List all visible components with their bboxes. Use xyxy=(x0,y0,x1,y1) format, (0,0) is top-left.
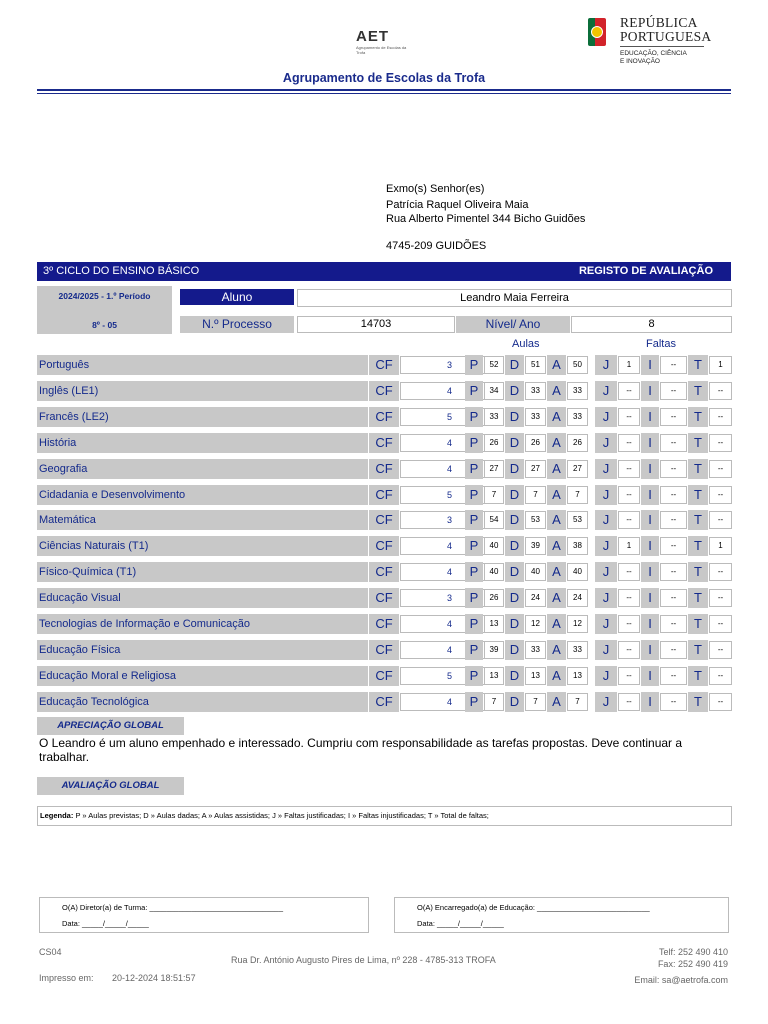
col-cf-value: 4 xyxy=(400,615,499,633)
col-p-label: P xyxy=(465,355,483,375)
col-d-value: 33 xyxy=(525,408,546,426)
col-cf-value: 4 xyxy=(400,460,499,478)
col-p-label: P xyxy=(465,614,483,634)
col-p-value: 26 xyxy=(484,589,504,607)
col-a-value: 50 xyxy=(567,356,588,374)
col-j-value: -- xyxy=(618,486,640,504)
col-a-value: 33 xyxy=(567,382,588,400)
col-t-label: T xyxy=(688,692,708,712)
col-a-value: 33 xyxy=(567,641,588,659)
absences-header: Faltas xyxy=(646,338,676,350)
col-d-label: D xyxy=(505,355,524,375)
flag-icon xyxy=(588,18,606,46)
subject-name: Educação Física xyxy=(37,640,368,660)
col-p-label: P xyxy=(465,407,483,427)
col-d-value: 27 xyxy=(525,460,546,478)
col-cf-label: CF xyxy=(369,614,399,634)
col-t-label: T xyxy=(688,614,708,634)
col-a-value: 7 xyxy=(567,693,588,711)
col-i-value: -- xyxy=(660,511,687,529)
col-t-value: -- xyxy=(709,589,732,607)
col-t-label: T xyxy=(688,588,708,608)
report-type-label: REGISTO DE AVALIAÇÃO xyxy=(578,265,713,277)
global-appreciation-text: O Leandro é um aluno empenhado e interessado. Cumpriu com responsabilidade as tarefas propostas. Deve continuar a trabalhar. xyxy=(39,736,683,764)
table-row xyxy=(37,692,732,712)
col-i-value: -- xyxy=(660,667,687,685)
col-i-label: I xyxy=(641,640,659,660)
col-t-value: -- xyxy=(709,693,732,711)
col-i-value: -- xyxy=(660,382,687,400)
col-cf-value: 5 xyxy=(400,408,499,426)
col-p-label: P xyxy=(465,562,483,582)
col-cf-label: CF xyxy=(369,407,399,427)
process-label: N.º Processo xyxy=(180,316,294,333)
col-j-value: -- xyxy=(618,408,640,426)
col-p-label: P xyxy=(465,381,483,401)
col-j-label: J xyxy=(595,614,617,634)
col-i-value: -- xyxy=(660,563,687,581)
col-a-label: A xyxy=(547,640,566,660)
col-p-label: P xyxy=(465,433,483,453)
ministry-line1: EDUCAÇÃO, CIÊNCIA xyxy=(620,50,687,57)
col-cf-value: 3 xyxy=(400,356,499,374)
footer-email: Email: sa@aetrofa.com xyxy=(634,975,728,985)
col-a-label: A xyxy=(547,459,566,479)
col-d-value: 51 xyxy=(525,356,546,374)
col-d-value: 40 xyxy=(525,563,546,581)
col-i-label: I xyxy=(641,666,659,686)
col-p-label: P xyxy=(465,510,483,530)
ministry-line2: E INOVAÇÃO xyxy=(620,58,660,65)
col-t-label: T xyxy=(688,407,708,427)
address-postal: 4745-209 GUIDÕES xyxy=(386,240,487,252)
col-p-label: P xyxy=(465,459,483,479)
col-a-value: 33 xyxy=(567,408,588,426)
col-t-label: T xyxy=(688,485,708,505)
col-cf-value: 4 xyxy=(400,563,499,581)
col-p-label: P xyxy=(465,536,483,556)
col-j-value: -- xyxy=(618,615,640,633)
col-i-value: -- xyxy=(660,537,687,555)
table-row xyxy=(37,433,732,453)
col-p-value: 7 xyxy=(484,693,504,711)
col-t-label: T xyxy=(688,562,708,582)
col-j-value: -- xyxy=(618,382,640,400)
col-t-value: -- xyxy=(709,460,732,478)
col-j-label: J xyxy=(595,588,617,608)
col-p-value: 40 xyxy=(484,563,504,581)
period-class-box xyxy=(37,286,172,334)
subject-name: Cidadania e Desenvolvimento xyxy=(37,485,368,505)
col-d-value: 53 xyxy=(525,511,546,529)
school-title: Agrupamento de Escolas da Trofa xyxy=(282,71,486,85)
col-t-value: -- xyxy=(709,563,732,581)
subject-name: Tecnologias de Informação e Comunicação xyxy=(37,614,368,634)
col-p-value: 33 xyxy=(484,408,504,426)
col-cf-label: CF xyxy=(369,588,399,608)
col-t-value: -- xyxy=(709,667,732,685)
col-a-value: 13 xyxy=(567,667,588,685)
table-row xyxy=(37,666,732,686)
col-i-label: I xyxy=(641,381,659,401)
col-i-label: I xyxy=(641,588,659,608)
col-i-label: I xyxy=(641,510,659,530)
col-p-label: P xyxy=(465,666,483,686)
legend-text: P » Aulas previstas; D » Aulas dadas; A » Aulas assistidas; J » Faltas justificadas; I » Faltas injustificadas; T » Total de faltas; xyxy=(75,811,489,820)
col-t-value: -- xyxy=(709,615,732,633)
printed-label: Impresso em: xyxy=(39,973,94,983)
col-p-value: 13 xyxy=(484,667,504,685)
col-j-value: -- xyxy=(618,511,640,529)
col-i-value: -- xyxy=(660,641,687,659)
republic-line2: PORTUGUESA xyxy=(620,29,712,44)
republic-line1: REPÚBLICA xyxy=(620,15,698,30)
school-logo xyxy=(356,28,416,56)
subject-name: Ciências Naturais (T1) xyxy=(37,536,368,556)
table-row xyxy=(37,614,732,634)
col-a-label: A xyxy=(547,666,566,686)
col-t-label: T xyxy=(688,536,708,556)
level-value: 8 xyxy=(571,316,732,333)
col-a-value: 12 xyxy=(567,615,588,633)
col-p-value: 27 xyxy=(484,460,504,478)
col-p-label: P xyxy=(465,640,483,660)
table-row xyxy=(37,588,732,608)
global-evaluation-label: AVALIAÇÃO GLOBAL xyxy=(37,777,184,795)
col-t-label: T xyxy=(688,510,708,530)
director-signature-box xyxy=(39,897,369,933)
classes-header: Aulas xyxy=(512,338,540,350)
col-t-value: -- xyxy=(709,486,732,504)
col-j-label: J xyxy=(595,562,617,582)
col-i-value: -- xyxy=(660,460,687,478)
col-a-value: 26 xyxy=(567,434,588,452)
col-a-label: A xyxy=(547,381,566,401)
col-j-value: -- xyxy=(618,667,640,685)
subject-name: Educação Tecnológica xyxy=(37,692,368,712)
subject-name: Geografia xyxy=(37,459,368,479)
address-name: Patrícia Raquel Oliveira Maia xyxy=(386,199,529,211)
col-p-value: 13 xyxy=(484,615,504,633)
col-j-label: J xyxy=(595,407,617,427)
col-j-label: J xyxy=(595,510,617,530)
guardian-signature: O(A) Encarregado(a) de Educação: ___________________________ xyxy=(417,903,650,912)
footer-fax: Fax: 252 490 419 xyxy=(657,959,728,969)
col-d-value: 7 xyxy=(525,486,546,504)
col-t-value: -- xyxy=(709,641,732,659)
col-j-value: 1 xyxy=(618,356,640,374)
director-signature: O(A) Diretor(a) de Turma: ________________________________ xyxy=(62,903,283,912)
col-i-value: -- xyxy=(660,486,687,504)
footer-address: Rua Dr. António Augusto Pires de Lima, nº 228 - 4785-313 TROFA xyxy=(231,955,496,965)
col-i-value: -- xyxy=(660,356,687,374)
col-t-label: T xyxy=(688,459,708,479)
col-j-label: J xyxy=(595,666,617,686)
col-j-label: J xyxy=(595,692,617,712)
col-i-label: I xyxy=(641,485,659,505)
table-row xyxy=(37,562,732,582)
title-divider-thin xyxy=(37,93,731,94)
col-p-value: 7 xyxy=(484,486,504,504)
col-a-label: A xyxy=(547,536,566,556)
col-i-label: I xyxy=(641,692,659,712)
col-a-value: 38 xyxy=(567,537,588,555)
col-i-label: I xyxy=(641,536,659,556)
col-a-label: A xyxy=(547,614,566,634)
subject-name: Educação Visual xyxy=(37,588,368,608)
col-j-label: J xyxy=(595,459,617,479)
table-row xyxy=(37,459,732,479)
col-a-value: 24 xyxy=(567,589,588,607)
col-p-value: 54 xyxy=(484,511,504,529)
subject-name: Francês (LE2) xyxy=(37,407,368,427)
col-d-label: D xyxy=(505,510,524,530)
legend-label: Legenda: xyxy=(40,811,74,820)
col-d-label: D xyxy=(505,536,524,556)
col-j-value: -- xyxy=(618,693,640,711)
col-a-label: A xyxy=(547,588,566,608)
col-t-label: T xyxy=(688,666,708,686)
col-cf-value: 4 xyxy=(400,693,499,711)
student-name: Leandro Maia Ferreira xyxy=(297,289,732,307)
col-i-value: -- xyxy=(660,434,687,452)
col-a-label: A xyxy=(547,562,566,582)
col-t-value: -- xyxy=(709,408,732,426)
col-j-label: J xyxy=(595,536,617,556)
col-cf-label: CF xyxy=(369,485,399,505)
col-d-label: D xyxy=(505,407,524,427)
col-j-label: J xyxy=(595,640,617,660)
school-period: 2024/2025 - 1.º Período xyxy=(58,291,151,301)
col-j-value: 1 xyxy=(618,537,640,555)
table-row xyxy=(37,407,732,427)
col-d-label: D xyxy=(505,666,524,686)
col-t-value: -- xyxy=(709,511,732,529)
col-d-value: 13 xyxy=(525,667,546,685)
printed-timestamp: 20-12-2024 18:51:57 xyxy=(112,973,196,983)
col-cf-value: 4 xyxy=(400,434,499,452)
col-i-label: I xyxy=(641,407,659,427)
col-p-value: 34 xyxy=(484,382,504,400)
col-t-label: T xyxy=(688,433,708,453)
col-p-value: 39 xyxy=(484,641,504,659)
table-row xyxy=(37,381,732,401)
col-cf-value: 4 xyxy=(400,641,499,659)
table-row xyxy=(37,510,732,530)
col-a-value: 53 xyxy=(567,511,588,529)
col-cf-label: CF xyxy=(369,640,399,660)
col-p-value: 26 xyxy=(484,434,504,452)
cycle-label: 3º CICLO DO ENSINO BÁSICO xyxy=(43,265,200,277)
table-row xyxy=(37,640,732,660)
col-d-label: D xyxy=(505,562,524,582)
col-cf-value: 4 xyxy=(400,382,499,400)
col-cf-label: CF xyxy=(369,510,399,530)
col-d-value: 26 xyxy=(525,434,546,452)
col-j-value: -- xyxy=(618,589,640,607)
subject-name: Matemática xyxy=(37,510,368,530)
col-d-value: 33 xyxy=(525,641,546,659)
subject-name: Inglês (LE1) xyxy=(37,381,368,401)
col-a-label: A xyxy=(547,355,566,375)
table-row xyxy=(37,536,732,556)
col-d-label: D xyxy=(505,485,524,505)
student-label: Aluno xyxy=(180,289,294,305)
col-j-value: -- xyxy=(618,641,640,659)
col-d-value: 7 xyxy=(525,693,546,711)
col-cf-value: 3 xyxy=(400,589,499,607)
col-cf-value: 3 xyxy=(400,511,499,529)
col-d-label: D xyxy=(505,614,524,634)
global-appreciation-label: APRECIAÇÃO GLOBAL xyxy=(37,717,184,735)
col-cf-label: CF xyxy=(369,381,399,401)
col-a-label: A xyxy=(547,433,566,453)
col-a-value: 40 xyxy=(567,563,588,581)
col-cf-value: 5 xyxy=(400,486,499,504)
col-i-label: I xyxy=(641,433,659,453)
col-cf-label: CF xyxy=(369,562,399,582)
col-i-value: -- xyxy=(660,615,687,633)
col-a-value: 7 xyxy=(567,486,588,504)
col-cf-label: CF xyxy=(369,459,399,479)
col-t-value: 1 xyxy=(709,537,732,555)
director-date: Data: _____/_____/_____ xyxy=(62,919,149,928)
col-p-label: P xyxy=(465,485,483,505)
col-d-label: D xyxy=(505,381,524,401)
report-banner xyxy=(37,262,731,281)
guardian-date: Data: _____/_____/_____ xyxy=(417,919,504,928)
col-i-value: -- xyxy=(660,693,687,711)
guardian-signature-box xyxy=(394,897,729,933)
school-logo-text: AET xyxy=(356,28,389,45)
subject-name: Educação Moral e Religiosa xyxy=(37,666,368,686)
col-t-label: T xyxy=(688,355,708,375)
address-salutation: Exmo(s) Senhor(es) xyxy=(386,183,485,195)
title-divider xyxy=(37,89,731,91)
col-d-label: D xyxy=(505,459,524,479)
col-d-label: D xyxy=(505,433,524,453)
col-cf-label: CF xyxy=(369,666,399,686)
level-label: Nível/ Ano xyxy=(456,316,570,333)
document-code: CS04 xyxy=(39,947,62,957)
col-d-value: 12 xyxy=(525,615,546,633)
col-p-value: 52 xyxy=(484,356,504,374)
address-street: Rua Alberto Pimentel 344 Bicho Guidões xyxy=(386,213,586,225)
col-j-label: J xyxy=(595,485,617,505)
col-a-label: A xyxy=(547,407,566,427)
col-cf-value: 5 xyxy=(400,667,499,685)
col-d-label: D xyxy=(505,640,524,660)
col-d-value: 39 xyxy=(525,537,546,555)
table-row xyxy=(37,355,732,375)
school-logo-subtitle: Agrupamento de Escolas da Trofa xyxy=(356,45,407,55)
col-i-label: I xyxy=(641,562,659,582)
col-cf-label: CF xyxy=(369,355,399,375)
subject-name: Físico-Química (T1) xyxy=(37,562,368,582)
col-i-value: -- xyxy=(660,589,687,607)
footer-phone: Telf: 252 490 410 xyxy=(658,947,728,957)
process-number: 14703 xyxy=(297,316,455,333)
col-cf-label: CF xyxy=(369,433,399,453)
col-j-label: J xyxy=(595,433,617,453)
col-d-value: 33 xyxy=(525,382,546,400)
col-j-value: -- xyxy=(618,563,640,581)
col-t-label: T xyxy=(688,381,708,401)
col-a-label: A xyxy=(547,510,566,530)
col-i-value: -- xyxy=(660,408,687,426)
col-d-label: D xyxy=(505,588,524,608)
col-p-label: P xyxy=(465,588,483,608)
col-a-label: A xyxy=(547,692,566,712)
col-j-value: -- xyxy=(618,460,640,478)
col-j-label: J xyxy=(595,355,617,375)
col-p-value: 40 xyxy=(484,537,504,555)
col-a-value: 27 xyxy=(567,460,588,478)
subject-name: Português xyxy=(37,355,368,375)
col-cf-label: CF xyxy=(369,536,399,556)
col-a-label: A xyxy=(547,485,566,505)
col-t-value: 1 xyxy=(709,356,732,374)
col-j-label: J xyxy=(595,381,617,401)
republic-logo xyxy=(588,16,718,72)
table-row xyxy=(37,485,732,505)
subject-name: História xyxy=(37,433,368,453)
col-i-label: I xyxy=(641,614,659,634)
col-i-label: I xyxy=(641,355,659,375)
col-j-value: -- xyxy=(618,434,640,452)
col-t-value: -- xyxy=(709,382,732,400)
col-cf-value: 4 xyxy=(400,537,499,555)
legend xyxy=(37,806,732,826)
col-t-label: T xyxy=(688,640,708,660)
col-i-label: I xyxy=(641,459,659,479)
class-label: 8º - 05 xyxy=(92,320,117,330)
col-p-label: P xyxy=(465,692,483,712)
col-cf-label: CF xyxy=(369,692,399,712)
col-d-label: D xyxy=(505,692,524,712)
col-t-value: -- xyxy=(709,434,732,452)
col-d-value: 24 xyxy=(525,589,546,607)
